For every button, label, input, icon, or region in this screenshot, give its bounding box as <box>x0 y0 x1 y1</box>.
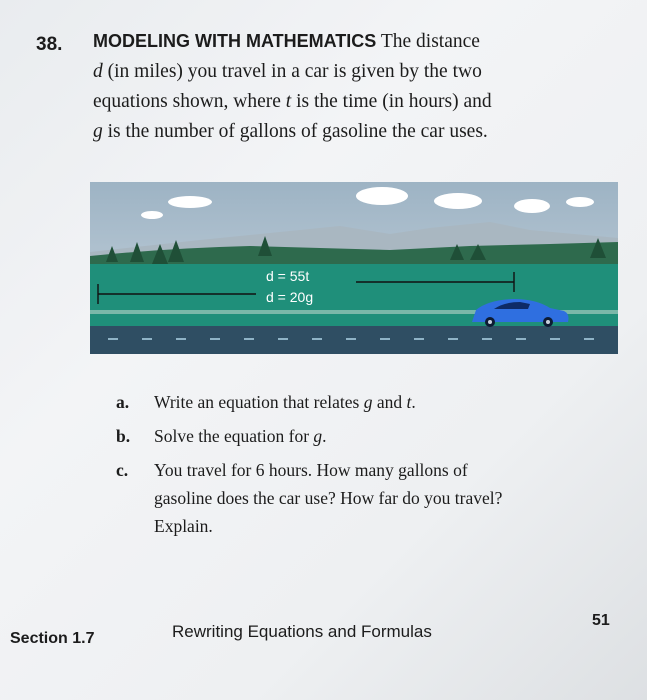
statement-line-2 <box>93 57 613 87</box>
part-label: a. <box>116 392 130 412</box>
problem-number: 38. <box>36 34 63 55</box>
part-text-segment: and <box>372 392 407 412</box>
problem-statement <box>93 26 613 147</box>
part-text <box>154 456 606 540</box>
part-a <box>116 388 606 416</box>
part-label: c. <box>116 460 129 480</box>
equation-gas: d = 20g <box>266 289 314 305</box>
part-text-segment: Solve the equation for <box>154 426 314 446</box>
statement-text: is the number of gallons of gasoline the car uses. <box>102 121 488 142</box>
variable-g: g <box>313 426 323 446</box>
question-parts <box>116 388 606 546</box>
section-number: Section 1.7 <box>10 630 95 647</box>
variable-t: t <box>285 91 292 112</box>
part-text-segment: . <box>322 426 327 446</box>
part-b <box>116 422 606 450</box>
statement-line-1 <box>93 26 613 57</box>
part-text-line: gasoline does the car use? How far do you travel? <box>154 488 503 508</box>
variable-g: g <box>93 121 103 142</box>
part-c <box>116 456 606 540</box>
road-scene <box>90 182 618 354</box>
statement-line-4 <box>93 117 613 147</box>
car-road-illustration <box>90 182 618 354</box>
part-text <box>154 388 606 416</box>
part-text-segment: Write an equation that relates <box>154 392 364 412</box>
variable-t: t <box>406 392 412 412</box>
part-text <box>154 422 606 450</box>
statement-text: The distance <box>376 31 480 52</box>
part-text-segment: . <box>411 392 416 412</box>
statement-line-3 <box>93 87 613 117</box>
equation-speed: d = 55t <box>266 268 310 284</box>
section-title: Rewriting Equations and Formulas <box>172 622 432 641</box>
part-label: b. <box>116 426 131 446</box>
variable-d: d <box>93 61 103 82</box>
part-text-line: Explain. <box>154 516 213 536</box>
lane-dashes <box>108 338 594 340</box>
statement-text: equations shown, where <box>93 91 286 112</box>
page-number: 51 <box>592 612 610 629</box>
problem-heading: MODELING WITH MATHEMATICS <box>93 31 377 51</box>
statement-text: is the time (in hours) and <box>291 91 492 112</box>
statement-text: (in miles) you travel in a car is given by the two <box>102 61 482 82</box>
variable-g: g <box>363 392 373 412</box>
part-text-line: You travel for 6 hours. How many gallons of <box>154 460 468 480</box>
